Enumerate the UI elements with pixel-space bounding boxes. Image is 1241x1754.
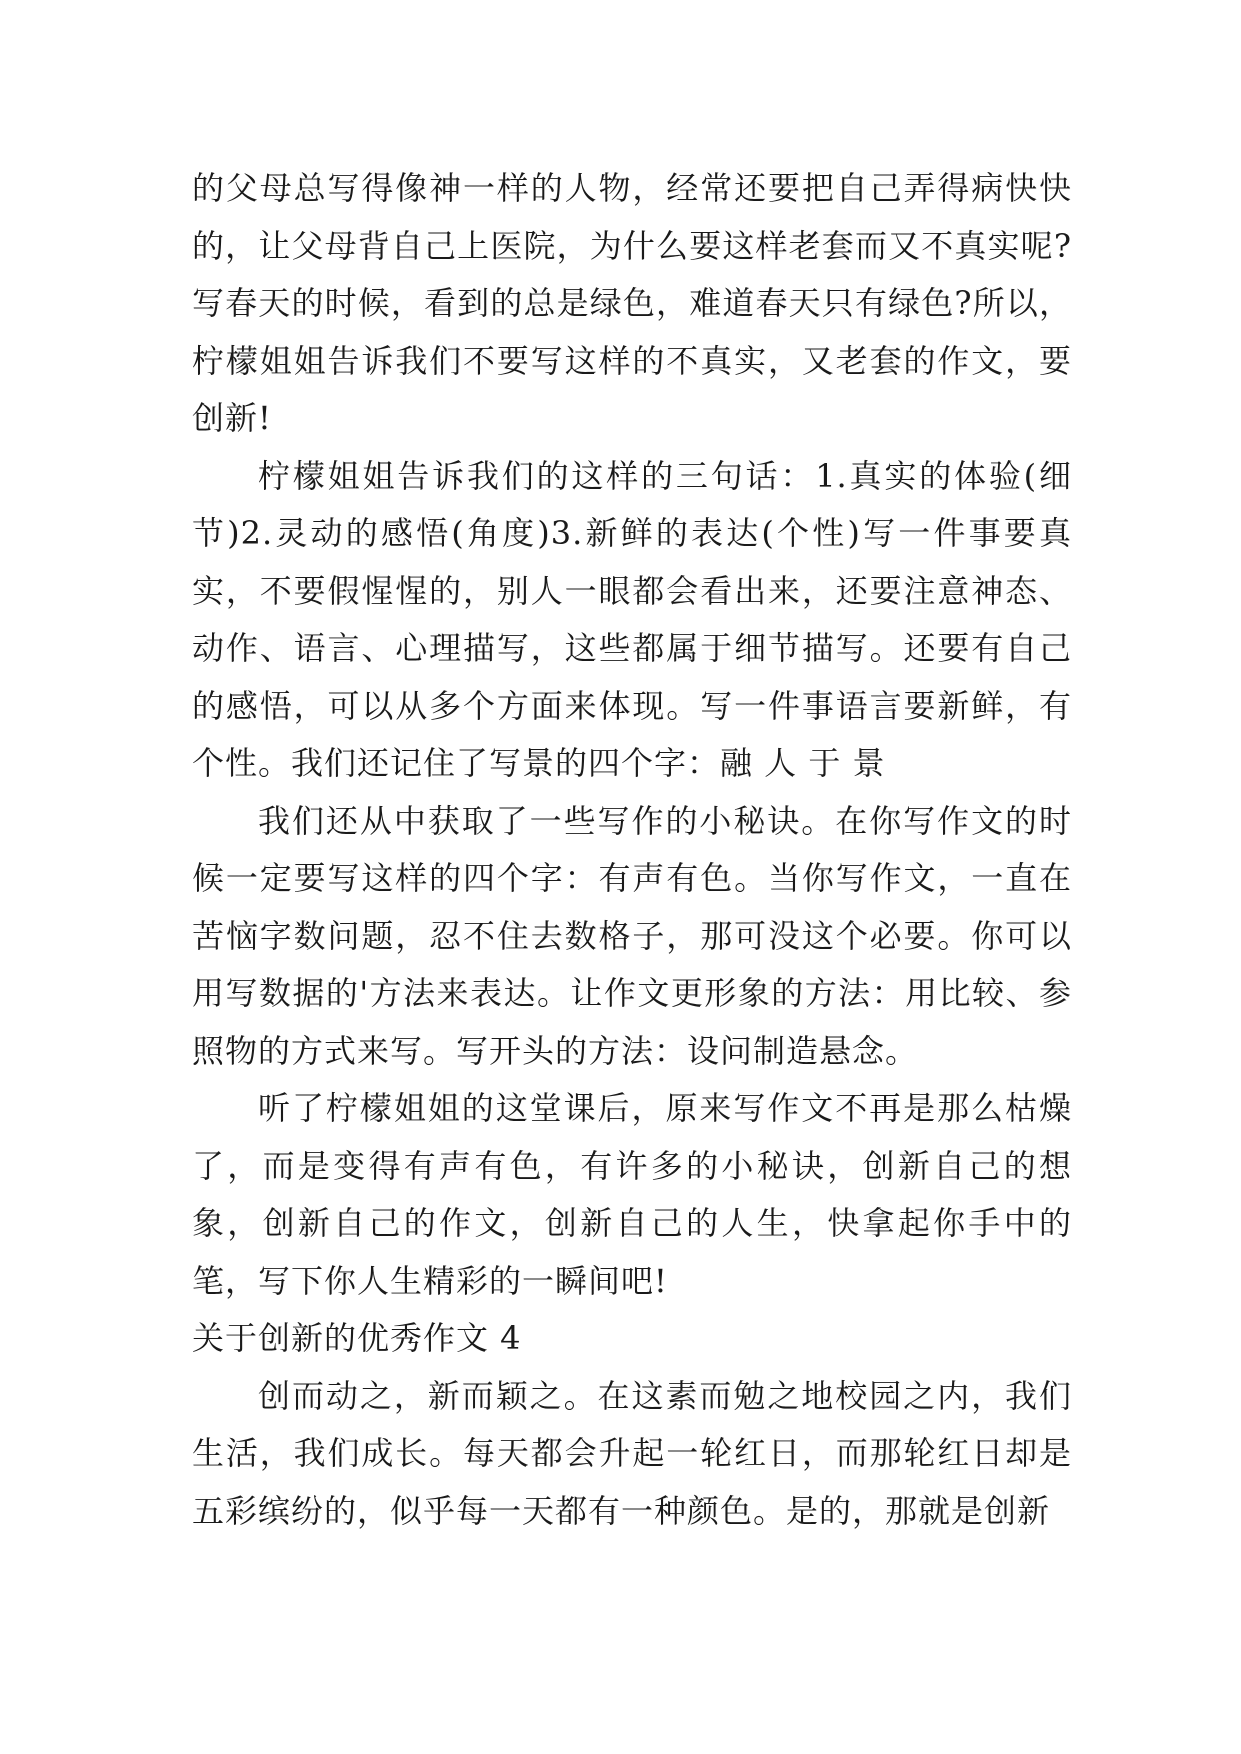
paragraph-continuation: 的父母总写得像神一样的人物，经常还要把自己弄得病快快的，让父母背自己上医院，为什么要这样老套而又不真实呢?写春天的时候，看到的总是绿色，难道春天只有绿色?所以，柠檬姐姐告诉我们不要写这样的不真实，又老套的作文，要创新! [192,169,1072,437]
paragraph-writing-tips: 我们还从中获取了一些写作的小秘诀。在你写作文的时候一定要写这样的四个字：有声有色。当你写作文，一直在苦恼字数问题，忍不住去数格子，那可没这个必要。你可以用写数据的'方法来表达。让作文更形象的方法：用比较、参照物的方式来写。写开头的方法：设问制造悬念。 [192,801,1072,1070]
section-heading: 关于创新的优秀作文 4 [192,1319,522,1357]
paragraph-three-sentences: 柠檬姐姐告诉我们的这样的三句话：1.真实的体验(细节)2.灵动的感悟(角度)3.新鲜的表达(个性)写一件事要真实，不要假惺惺的，别人一眼都会看出来，还要注意神态、动作、语言、心理描写，这些都属于细节描写。还要有自己的感悟，可以从多个方面来体现。写一件事语言要新鲜，有个性。我们还记住了写景的四个字：融 人 于 景 [192,456,1072,782]
document-body [192,160,1072,1540]
paragraph-essay-4-intro: 创而动之，新而颖之。在这素而勉之地校园之内，我们生活，我们成长。每天都会升起一轮红日，而那轮红日却是五彩缤纷的，似乎每一天都有一种颜色。是的，那就是创新 [192,1376,1072,1530]
paragraph-conclusion: 听了柠檬姐姐的这堂课后，原来写作文不再是那么枯燥了，而是变得有声有色，有许多的小秘诀，创新自己的想象，创新自己的作文，创新自己的人生，快拿起你手中的笔，写下你人生精彩的一瞬间吧! [192,1089,1072,1300]
